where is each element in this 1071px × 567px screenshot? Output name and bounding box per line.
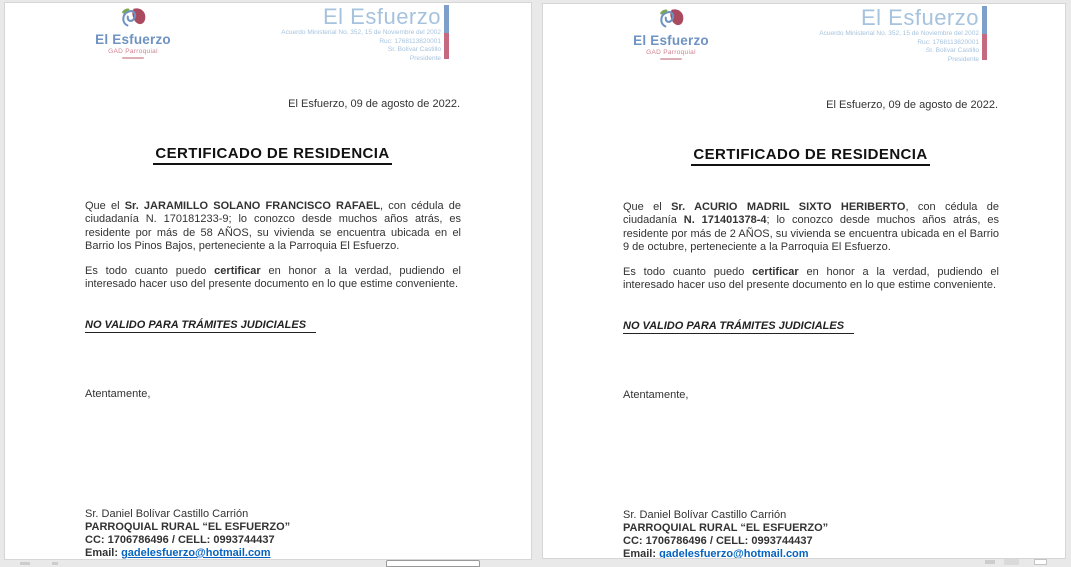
view-mode-icon[interactable]: [1004, 559, 1019, 565]
email-link[interactable]: gadelesfuerzo@hotmail.com: [659, 548, 809, 559]
logo-title: El Esfuerzo: [95, 32, 171, 47]
letterhead: [155, 5, 441, 63]
letterhead-line: Presidente: [947, 55, 979, 63]
letterhead: [693, 6, 979, 64]
accent-bar-red: [444, 33, 449, 59]
email-label: Email:: [623, 548, 657, 559]
horizontal-scrollbar-thumb[interactable]: [386, 560, 480, 567]
disclaimer: NO VALIDO PARA TRÁMITES JUDICIALES: [623, 316, 999, 334]
letterhead-line: Presidente: [409, 54, 441, 62]
date-line: El Esfuerzo, 09 de agosto de 2022.: [288, 98, 460, 110]
signature-block: [623, 509, 828, 559]
letterhead-line: Sr. Bolívar Castillo: [387, 46, 441, 53]
zoom-control-icon[interactable]: [985, 560, 995, 564]
letterhead-brand: El Esfuerzo: [861, 5, 979, 30]
signer-contact: CC: 1706786496 / CELL: 0993744437: [623, 535, 813, 547]
letterhead-line: Ruc: 1768113820001: [379, 37, 441, 45]
signer-org: PARROQUIAL RURAL “EL ESFUERZO”: [623, 522, 829, 534]
body-paragraph-1: Que el Sr. ACURIO MADRIL SIXTO HERIBERTO, con cédula de ciudadanía N. 171401378-4; lo conozco desde muchos años atrás, es residente por más de 2 AÑOS, su vivienda se encuentra ubicada en el Barrio 9 de octubre, perteneciente a la Parroquia El Esfuerzo.: [623, 201, 999, 254]
email-link[interactable]: gadelesfuerzo@hotmail.com: [121, 547, 271, 559]
document-page-left: [4, 2, 532, 560]
signer-org: PARROQUIAL RURAL “EL ESFUERZO”: [85, 521, 291, 533]
signer-email-line: [623, 548, 828, 559]
header-accent-bar: [982, 6, 987, 60]
body-paragraph-2: Es todo cuanto puedo certificar en honor a la verdad, pudiendo el interesado hacer uso del presente documento en lo que estime conveniente.: [623, 266, 999, 292]
document-title: CERTIFICADO DE RESIDENCIA: [623, 146, 998, 164]
letterhead-line: Sr. Bolívar Castillo: [925, 47, 979, 54]
statusbar-fragment-icon: [20, 562, 30, 565]
email-label: Email:: [85, 547, 119, 559]
document-page-right: [542, 3, 1066, 559]
view-mode-icon[interactable]: [1034, 559, 1047, 565]
logo-subtitle: GAD Parroquial: [108, 47, 158, 55]
disclaimer: NO VALIDO PARA TRÁMITES JUDICIALES: [85, 315, 461, 333]
document-title: CERTIFICADO DE RESIDENCIA: [85, 145, 460, 163]
logo-subtitle: GAD Parroquial: [646, 48, 696, 56]
body-paragraph-2: Es todo cuanto puedo certificar en honor a la verdad, pudiendo el interesado hacer uso del presente documento en lo que estime conveniente.: [85, 265, 461, 291]
closing-line: Atentamente,: [623, 389, 689, 401]
accent-bar-blue: [982, 6, 987, 34]
accent-bar-blue: [444, 5, 449, 33]
accent-bar-red: [982, 34, 987, 60]
signer-email-line: [85, 547, 290, 560]
logo-tagline-mark: [122, 57, 144, 59]
body-paragraph-1: Que el Sr. JARAMILLO SOLANO FRANCISCO RAFAEL, con cédula de ciudadanía N. 170181233-9; lo conozco desde muchos años atrás, es residente por más de 58 AÑOS, su vivienda se encuentra ubicada en el Barrio los Pinos Bajos, perteneciente a la Parroquia El Esfuerzo.: [85, 200, 461, 253]
signer-name: Sr. Daniel Bolívar Castillo Carrión: [623, 509, 787, 521]
signer-contact: CC: 1706786496 / CELL: 0993744437: [85, 534, 275, 546]
date-line: El Esfuerzo, 09 de agosto de 2022.: [826, 99, 998, 111]
letterhead-line: Acuerdo Ministerial No. 352, 15 de Noviembre del 2002: [819, 30, 979, 37]
letterhead-brand: El Esfuerzo: [323, 4, 441, 29]
header-accent-bar: [444, 5, 449, 59]
logo-tagline-mark: [660, 58, 682, 60]
statusbar-fragment-icon: [52, 562, 58, 565]
closing-line: Atentamente,: [85, 388, 151, 400]
logo-title: El Esfuerzo: [633, 33, 709, 48]
letterhead-line: Ruc: 1768113820001: [917, 38, 979, 46]
signature-block: [85, 508, 290, 560]
letterhead-line: Acuerdo Ministerial No. 352, 15 de Noviembre del 2002: [281, 29, 441, 36]
signer-name: Sr. Daniel Bolívar Castillo Carrión: [85, 508, 249, 520]
